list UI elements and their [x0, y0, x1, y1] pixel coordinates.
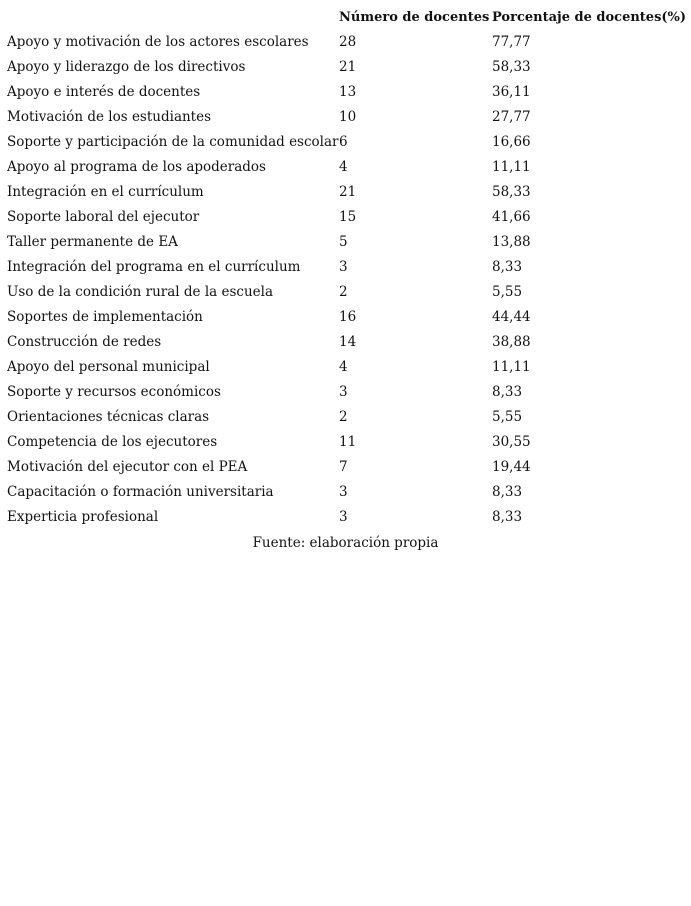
cell-factor: Soporte y participación de la comunidad escolar [7, 134, 339, 150]
table-row [5, 505, 686, 530]
header-count: Número de docentes [339, 10, 490, 25]
cell-count: 4 [339, 159, 348, 175]
header-factor [5, 5, 339, 30]
cell-count: 4 [339, 359, 348, 375]
cell-count: 16 [339, 309, 357, 325]
cell-count: 5 [339, 234, 348, 250]
cell-factor: Taller permanente de EA [7, 234, 178, 250]
cell-count: 21 [339, 184, 357, 200]
table-row [5, 55, 686, 80]
cell-factor: Soporte y recursos económicos [7, 384, 221, 400]
table-row [5, 205, 686, 230]
cell-percent: 16,66 [492, 134, 531, 150]
cell-count: 2 [339, 409, 348, 425]
table-header [5, 5, 686, 30]
cell-percent: 38,88 [492, 334, 531, 350]
table-row [5, 80, 686, 105]
table-row [5, 280, 686, 305]
cell-percent: 44,44 [492, 309, 531, 325]
cell-factor: Apoyo y motivación de los actores escolares [7, 34, 309, 50]
cell-count: 14 [339, 334, 357, 350]
factors-table [5, 5, 686, 530]
cell-percent: 41,66 [492, 209, 531, 225]
cell-percent: 13,88 [492, 234, 531, 250]
cell-percent: 8,33 [492, 384, 523, 400]
cell-percent: 5,55 [492, 409, 523, 425]
cell-percent: 11,11 [492, 359, 531, 375]
cell-percent: 58,33 [492, 59, 531, 75]
table-row [5, 480, 686, 505]
cell-factor: Uso de la condición rural de la escuela [7, 284, 274, 300]
cell-factor: Soporte laboral del ejecutor [7, 209, 200, 225]
header-row [5, 5, 686, 30]
cell-count: 10 [339, 109, 357, 125]
cell-count: 11 [339, 434, 357, 450]
table-row [5, 430, 686, 455]
cell-percent: 58,33 [492, 184, 531, 200]
cell-factor: Construcción de redes [7, 334, 162, 350]
table-row [5, 155, 686, 180]
table-row [5, 380, 686, 405]
table-body [5, 30, 686, 530]
table-row [5, 130, 686, 155]
cell-factor: Apoyo al programa de los apoderados [7, 159, 266, 175]
table-row [5, 230, 686, 255]
cell-factor: Apoyo e interés de docentes [7, 84, 201, 100]
cell-factor: Apoyo del personal municipal [7, 359, 210, 375]
table-row [5, 255, 686, 280]
table-row [5, 330, 686, 355]
table-row [5, 105, 686, 130]
cell-percent: 77,77 [492, 34, 531, 50]
cell-percent: 30,55 [492, 434, 531, 450]
source-note: Fuente: elaboración propia [252, 535, 439, 551]
cell-count: 3 [339, 484, 348, 500]
cell-percent: 11,11 [492, 159, 531, 175]
table-row [5, 355, 686, 380]
cell-count: 3 [339, 384, 348, 400]
cell-count: 15 [339, 209, 357, 225]
cell-percent: 8,33 [492, 484, 523, 500]
cell-percent: 5,55 [492, 284, 523, 300]
cell-factor: Capacitación o formación universitaria [7, 484, 274, 500]
cell-count: 13 [339, 84, 357, 100]
cell-factor: Motivación de los estudiantes [7, 109, 212, 125]
cell-factor: Experticia profesional [7, 509, 159, 525]
table-row [5, 180, 686, 205]
cell-count: 6 [339, 134, 348, 150]
cell-count: 2 [339, 284, 348, 300]
cell-percent: 8,33 [492, 509, 523, 525]
table-row [5, 455, 686, 480]
cell-percent: 19,44 [492, 459, 531, 475]
cell-percent: 8,33 [492, 259, 523, 275]
cell-percent: 27,77 [492, 109, 531, 125]
cell-factor: Integración del programa en el currículum [7, 259, 301, 275]
cell-factor: Motivación del ejecutor con el PEA [7, 459, 248, 475]
table-row [5, 405, 686, 430]
cell-factor: Integración en el currículum [7, 184, 204, 200]
cell-percent: 36,11 [492, 84, 531, 100]
cell-factor: Apoyo y liderazgo de los directivos [7, 59, 246, 75]
cell-factor: Orientaciones técnicas claras [7, 409, 210, 425]
cell-count: 3 [339, 509, 348, 525]
cell-count: 7 [339, 459, 348, 475]
table-row [5, 30, 686, 55]
header-percent: Porcentaje de docentes(%) [492, 10, 687, 25]
cell-count: 21 [339, 59, 357, 75]
cell-factor: Soportes de implementación [7, 309, 203, 325]
cell-count: 3 [339, 259, 348, 275]
table-row [5, 305, 686, 330]
cell-count: 28 [339, 34, 357, 50]
cell-factor: Competencia de los ejecutores [7, 434, 218, 450]
